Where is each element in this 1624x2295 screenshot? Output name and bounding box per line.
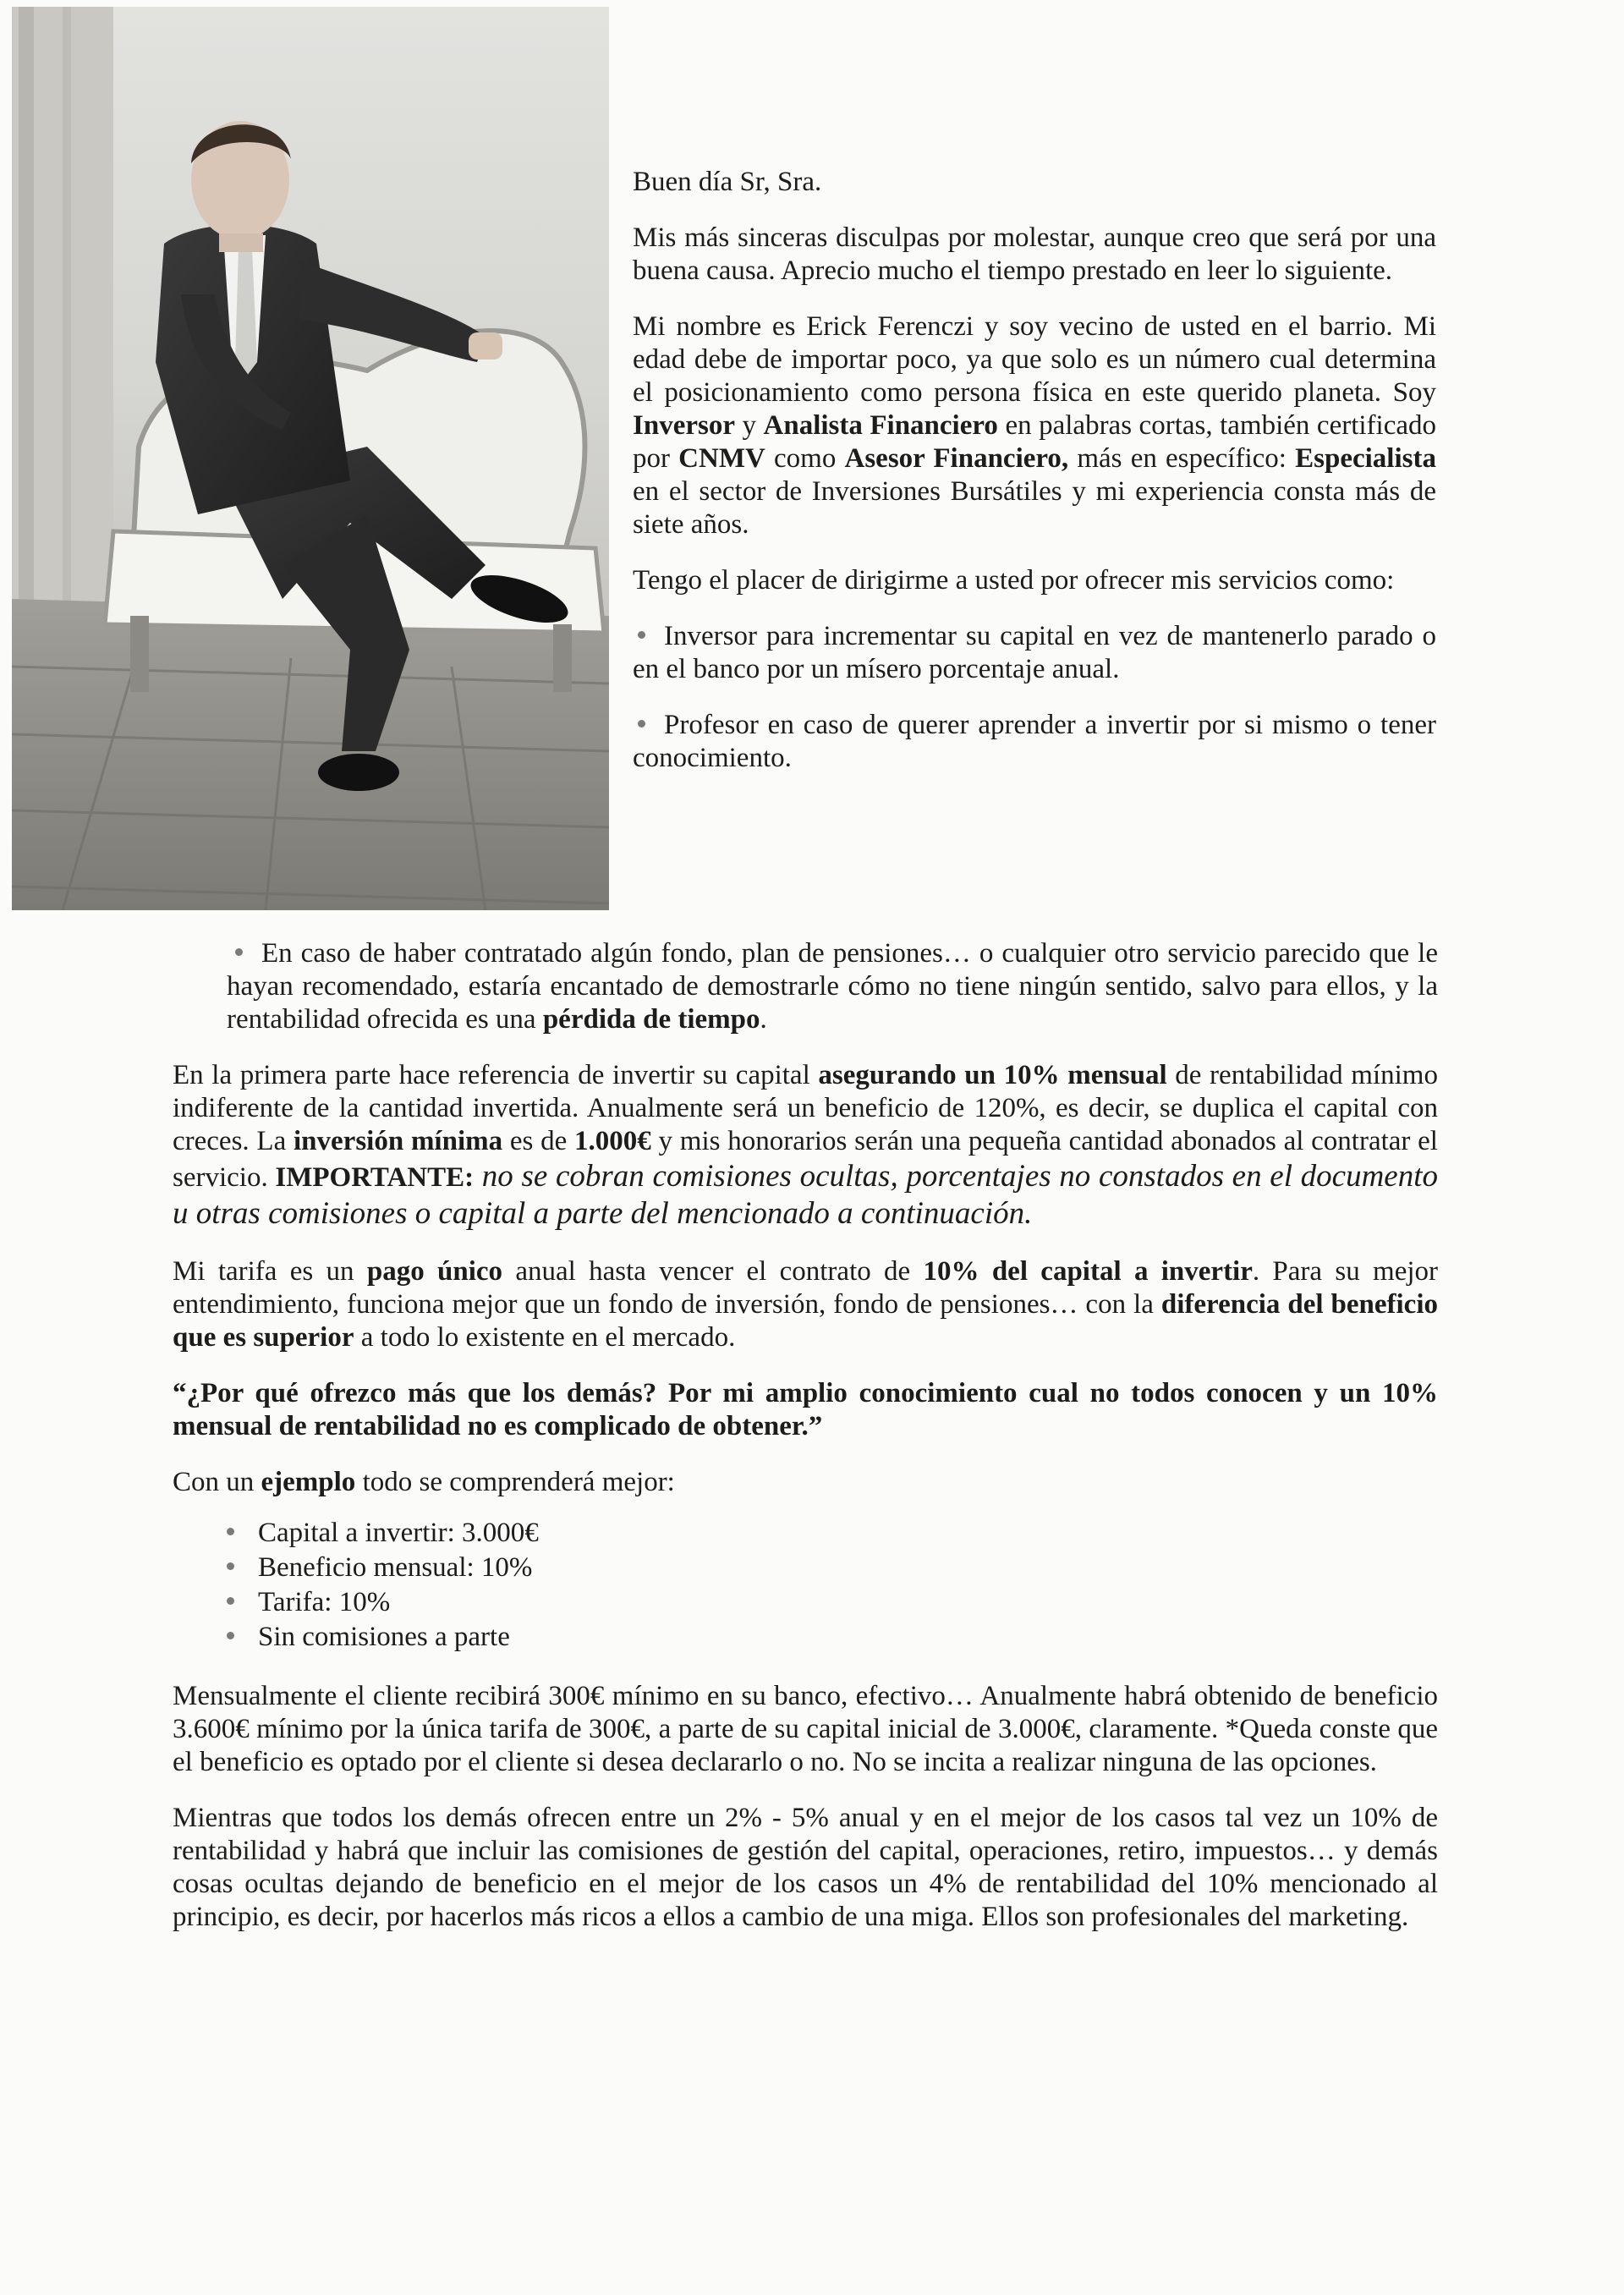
services-intro-paragraph: Tengo el placer de dirigirme a usted por ofrecer mis servicios como: bbox=[633, 565, 1395, 596]
list-item: Beneficio mensual: 10% bbox=[227, 1551, 1438, 1585]
bullet-dot-icon bbox=[235, 948, 243, 956]
bullet-dot-icon bbox=[227, 1632, 234, 1639]
letter-right-column bbox=[633, 166, 1436, 798]
comparison-paragraph: Mientras que todos los demás ofrecen entre un 2% - 5% anual y en el mejor de los casos tal vez un 10% de rentabilidad y habrá que incluir las comisiones de gestión del capital, operaciones, retiro, impuestos… y demás cosas ocultas dejando de beneficio en el mejor de los casos un 4% de rentabilidad del 10% mencionado al principio, es decir, por hacerlos más ricos a ellos a cambio de una miga. Ellos son profesionales del marketing. bbox=[173, 1803, 1438, 1932]
bullet-dot-icon bbox=[638, 720, 645, 727]
greeting: Buen día Sr, Sra. bbox=[633, 167, 822, 197]
service-bullet-teacher: Profesor en caso de querer aprender a invertir por si mismo o tener conocimiento. bbox=[633, 710, 1436, 773]
list-item: Sin comisiones a parte bbox=[227, 1620, 1438, 1655]
fee-paragraph: Mi tarifa es un pago único anual hasta vencer el contrato de 10% del capital a invertir. Para su mejor entendimiento, funciona mejor que un fondo de inversión, fondo de pensiones… con la diferencia del beneficio que es superior a todo lo existente en el mercado. bbox=[173, 1256, 1439, 1353]
letter-body bbox=[173, 1059, 1438, 1957]
service-bullet-funds: En caso de haber contratado algún fondo, plan de pensiones… o cualquier otro servicio parecido que le hayan recomendado, estaría encantado de demostrarle cómo no tiene ningún sentido, salvo para ellos, y la rentabilidad ofrecida es una pérdida de tiempo. bbox=[227, 938, 1438, 1035]
list-item: Tarifa: 10% bbox=[227, 1585, 1438, 1620]
investment-terms-paragraph: En la primera parte hace referencia de invertir su capital asegurando un 10% mensual de rentabilidad mínimo indiferente de la cantidad invertida. Anualmente será un beneficio de 120%, es decir, se duplica el capital con creces. La inversión mínima es de 1.000€ y mis honorarios serán una pequeña cantidad abonados al contratar el servicio. IMPORTANTE: no se cobran comisiones ocultas, porcentajes no constados en el documento u otras comisiones o capital a parte del mencionado a continuación. bbox=[173, 1060, 1438, 1231]
service-bullet-investor: Inversor para incrementar su capital en vez de mantenerlo parado o en el banco por un mísero porcentaje anual. bbox=[633, 621, 1436, 684]
bullet-dot-icon bbox=[227, 1597, 234, 1605]
apology-paragraph: Mis más sinceras disculpas por molestar, aunque creo que será por una buena causa. Aprecio mucho el tiempo prestado en leer lo siguiente. bbox=[633, 222, 1436, 286]
bullet-dot-icon bbox=[227, 1528, 234, 1535]
list-item: Capital a invertir: 3.000€ bbox=[227, 1516, 1438, 1551]
example-intro: Con un ejemplo todo se comprenderá mejor: bbox=[173, 1467, 675, 1497]
man-in-suit-photo bbox=[12, 7, 609, 910]
quote-paragraph: “¿Por qué ofrezco más que los demás? Por mi amplio conocimiento cual no todos conocen y un 10% mensual de rentabilidad no es complicado de obtener.” bbox=[173, 1378, 1438, 1441]
example-list bbox=[173, 1516, 1438, 1655]
example-result-paragraph: Mensualmente el cliente recibirá 300€ mínimo en su banco, efectivo… Anualmente habrá obtenido de beneficio 3.600€ mínimo por la única tarifa de 300€, a parte de su capital inicial de 3.000€, claramente. *Queda conste que el beneficio es optado por el cliente si desea declararlo o no. No se incita a realizar ninguna de las opciones. bbox=[173, 1681, 1438, 1777]
introduction-paragraph: Mi nombre es Erick Ferenczi y soy vecino de usted en el barrio. Mi edad debe de importar poco, ya que solo es un número cual determina el posicionamiento como persona física en este querido planeta. Soy Inversor y Analista Financiero en palabras cortas, también certificado por CNMV como Asesor Financiero, más en específico: Especialista en el sector de Inversiones Bursátiles y mi experiencia consta más de siete años. bbox=[633, 311, 1436, 540]
bullet-dot-icon bbox=[227, 1562, 234, 1570]
bullet-dot-icon bbox=[638, 631, 645, 639]
